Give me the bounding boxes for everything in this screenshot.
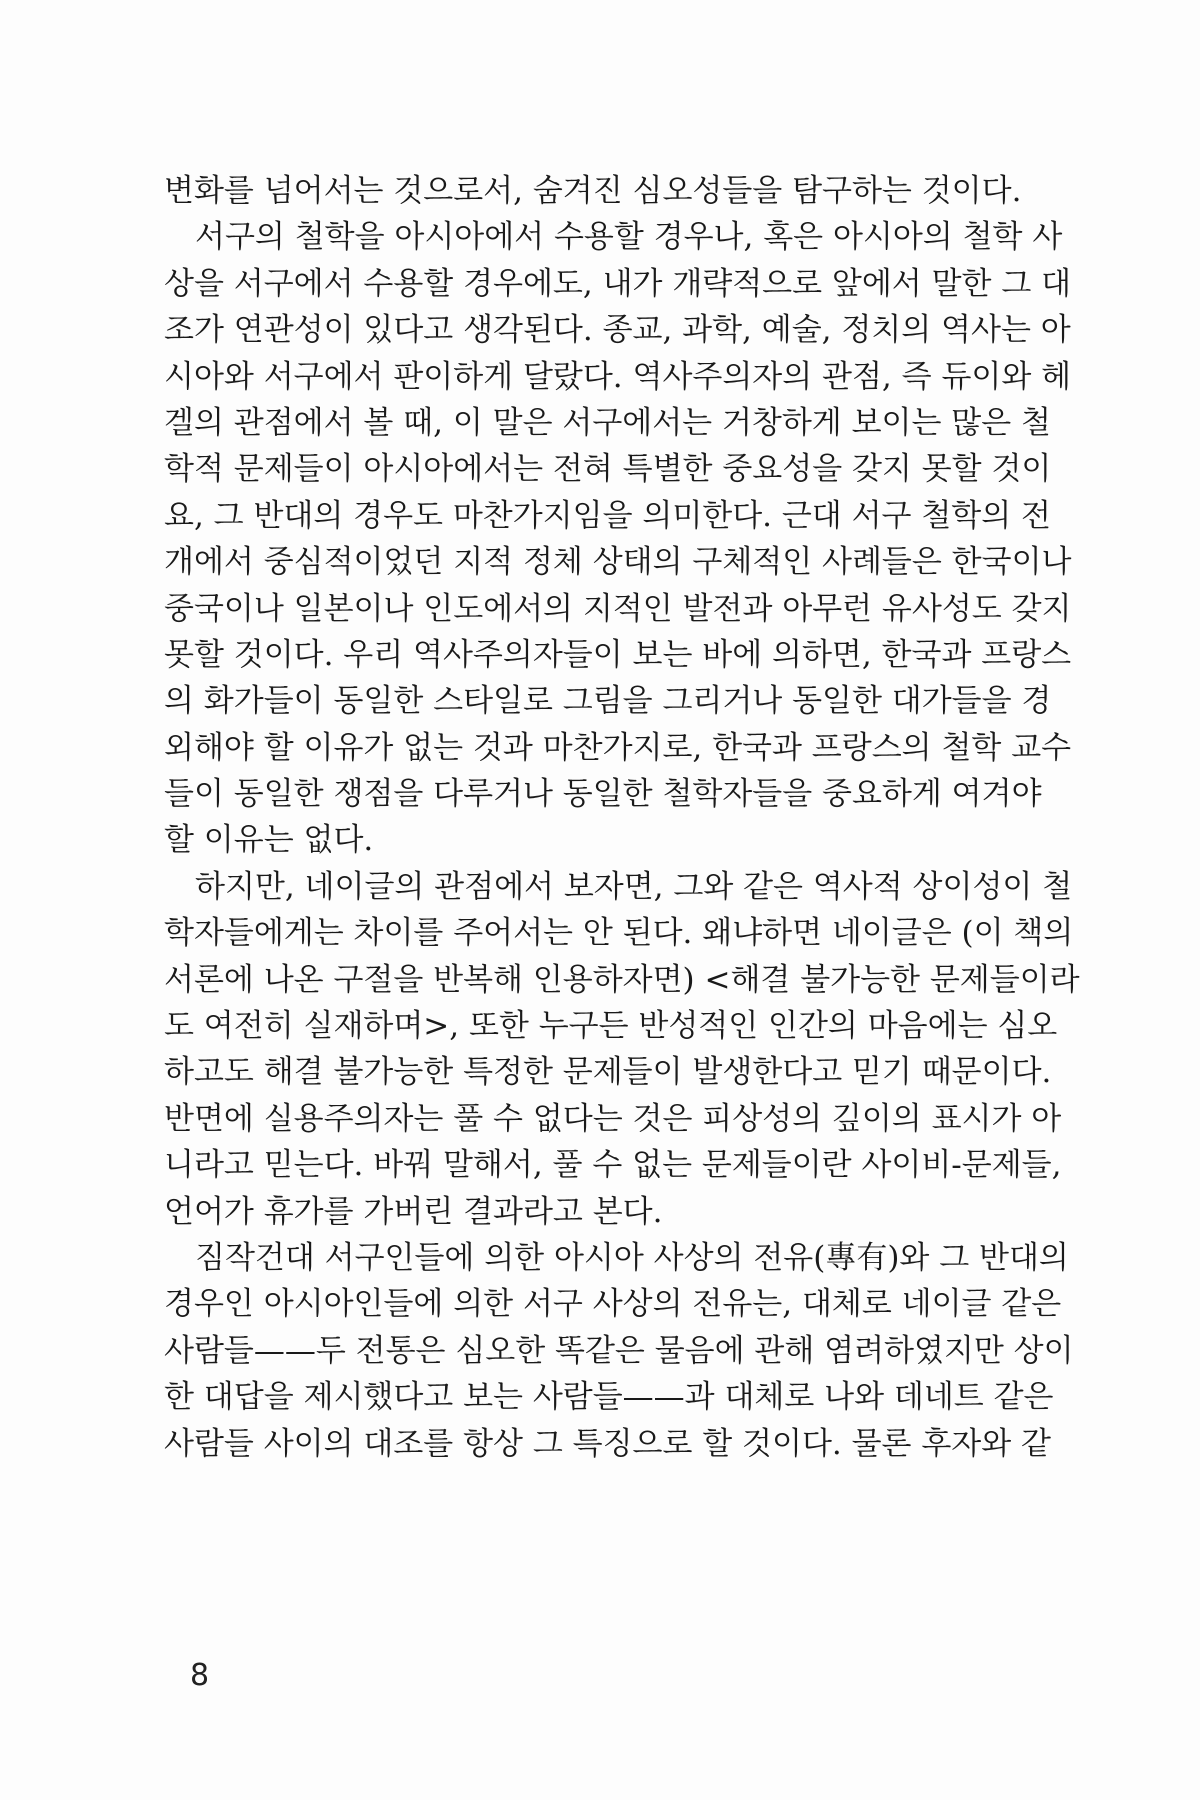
text-line: 한 대답을 제시했다고 보는 사람들——과 대체로 나와 데네트 같은 (164, 1379, 1054, 1416)
text-line: 하지만, 네이글의 관점에서 보자면, 그와 같은 역사적 상이성이 철 (195, 868, 1073, 905)
text-line: 시아와 서구에서 판이하게 달랐다. 역사주의자의 관점, 즉 듀이와 헤 (164, 358, 1072, 395)
text-line: 요, 그 반대의 경우도 마찬가지임을 의미한다. 근대 서구 철학의 전 (164, 497, 1051, 534)
text-line: 외해야 할 이유가 없는 것과 마찬가지로, 한국과 프랑스의 철학 교수 (164, 729, 1072, 766)
text-line: 상을 서구에서 수용할 경우에도, 내가 개략적으로 앞에서 말한 그 대 (164, 265, 1072, 302)
text-line: 사람들 사이의 대조를 항상 그 특징으로 할 것이다. 물론 후자와 같 (164, 1425, 1051, 1462)
text-line: 경우인 아시아인들에 의한 서구 사상의 전유는, 대체로 네이글 같은 (164, 1286, 1062, 1323)
text-line: 의 화가들이 동일한 스타일로 그림을 그리거나 동일한 대가들을 경 (164, 683, 1052, 720)
text-line: 학적 문제들이 아시아에서는 전혀 특별한 중요성을 갖지 못할 것이 (164, 451, 1052, 488)
text-line: 겔의 관점에서 볼 때, 이 말은 서구에서는 거창하게 보이는 많은 철 (164, 404, 1051, 441)
text-line: 서론에 나온 구절을 반복해 인용하자면) <해결 불가능한 문제들이라 (164, 961, 1080, 998)
text-line: 들이 동일한 쟁점을 다루거나 동일한 철학자들을 중요하게 여겨야 (164, 776, 1042, 813)
text-line: 반면에 실용주의자는 풀 수 없다는 것은 피상성의 깊이의 표시가 아 (164, 1100, 1062, 1137)
text-line: 할 이유는 없다. (164, 822, 374, 859)
text-line: 서구의 철학을 아시아에서 수용할 경우나, 혹은 아시아의 철학 사 (195, 219, 1063, 256)
text-line: 사람들——두 전통은 심오한 똑같은 물음에 관해 염려하였지만 상이 (164, 1332, 1074, 1369)
text-line: 못할 것이다. 우리 역사주의자들이 보는 바에 의하면, 한국과 프랑스 (164, 636, 1072, 673)
text-line: 짐작건대 서구인들에 의한 아시아 사상의 전유(專有)와 그 반대의 (195, 1239, 1069, 1276)
text-line: 학자들에게는 차이를 주어서는 안 된다. 왜냐하면 네이글은 (이 책의 (164, 915, 1074, 952)
text-line: 중국이나 일본이나 인도에서의 지적인 발전과 아무런 유사성도 갖지 (164, 590, 1072, 627)
text-line: 도 여전히 실재하며>, 또한 누구든 반성적인 인간의 마음에는 심오 (164, 1008, 1058, 1045)
page-number: 8 (190, 1658, 210, 1693)
text-line: 하고도 해결 불가능한 특정한 문제들이 발생한다고 믿기 때문이다. (164, 1054, 1052, 1091)
text-line: 니라고 믿는다. 바꿔 말해서, 풀 수 없는 문제들이란 사이비-문제들, (164, 1147, 1062, 1184)
text-line: 언어가 휴가를 가버린 결과라고 본다. (164, 1193, 663, 1230)
text-line: 개에서 중심적이었던 지적 정체 상태의 구체적인 사례들은 한국이나 (164, 544, 1072, 581)
text-line: 조가 연관성이 있다고 생각된다. 종교, 과학, 예술, 정치의 역사는 아 (164, 312, 1071, 349)
text-line: 변화를 넘어서는 것으로서, 숨겨진 심오성들을 탐구하는 것이다. (164, 173, 1022, 209)
body-text (164, 168, 1080, 1467)
